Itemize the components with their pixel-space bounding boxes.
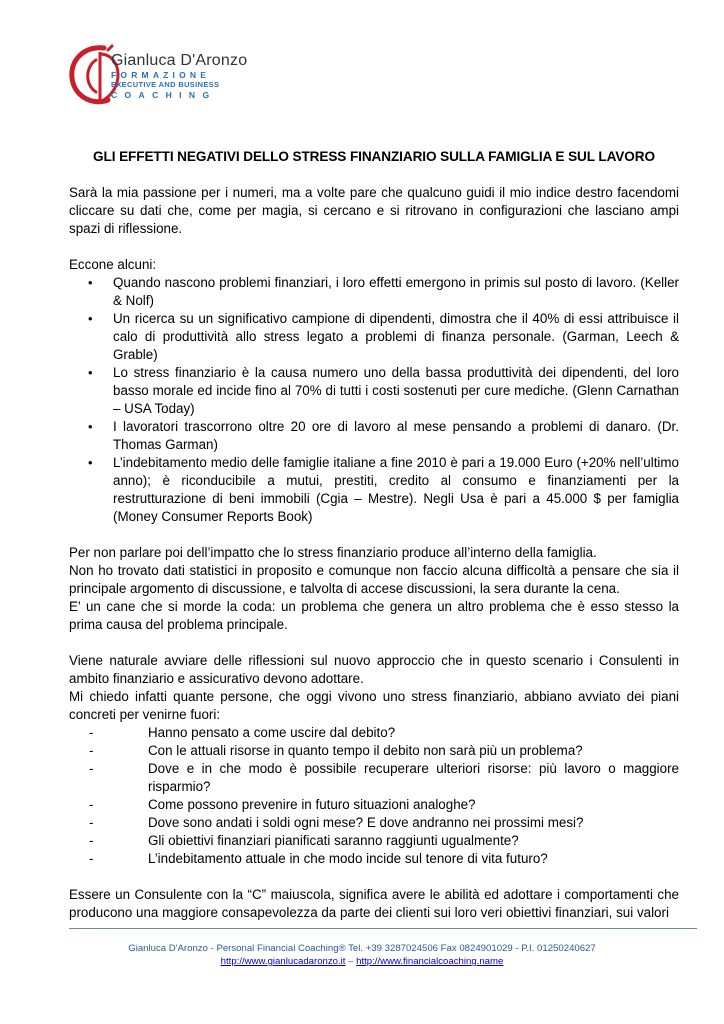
footer-divider bbox=[69, 928, 697, 929]
logo-line-coaching: COACHING bbox=[111, 90, 217, 100]
list-intro: Eccone alcuni: bbox=[69, 257, 157, 272]
dash-icon: - bbox=[89, 833, 94, 848]
website-link-financialcoaching[interactable]: http://www.financialcoaching.name bbox=[356, 956, 504, 967]
dash-icon: - bbox=[89, 761, 94, 776]
document-title: GLI EFFETTI NEGATIVI DELLO STRESS FINANZIARIO SULLA FAMIGLIA E SUL LAVORO bbox=[93, 149, 655, 164]
list-item: - Hanno pensato a come uscire dal debito? bbox=[89, 725, 396, 740]
list-item: - Gli obiettivi finanziari pianificati saranno raggiunti ugualmente? bbox=[89, 833, 519, 848]
list-item: - Con le attuali risorse in quanto tempo il debito non sarà più un problema? bbox=[89, 743, 583, 758]
consultant-paragraph-2: Mi chiedo infatti quante persone, che oggi vivono uno stress finanziario, abbiano avviato dei piani concreti per venirne fuori: bbox=[69, 689, 679, 722]
bullet-icon: • bbox=[88, 455, 93, 470]
dash-icon: - bbox=[89, 851, 94, 866]
family-paragraph-1: Per non parlare poi dell’impatto che lo stress finanziario produce all’interno della famiglia. bbox=[69, 545, 597, 560]
footer-contact: Gianluca D'Aronzo - Personal Financial Coaching® Tel. +39 3287024506 Fax 0824901029 - P.I. 01250240627 bbox=[128, 943, 596, 954]
list-item: • L’indebitamento medio delle famiglie italiane a fine 2010 è pari a 19.000 Euro (+20% nell’ultimo anno); è riconducibile a mutui, prestiti, credito al consumo e finanziamenti per la restrutturazione di beni immobili (Cgia – Mestre). Negli Usa è pari a 45.000 $ per famiglia (Money Consumer Reports Book) bbox=[88, 455, 679, 524]
page-footer bbox=[0, 942, 724, 968]
list-item: • Un ricerca su un significativo campione di dipendenti, dimostra che il 40% di essi attribuisce il calo di produttività allo stress legato a problemi di finanza personale. (Garman, Leech & Grable) bbox=[88, 311, 679, 362]
family-paragraph-2: Non ho trovato dati statistici in proposito e comunque non faccio alcuna difficoltà a pensare che sia il principale argomento di discussione, e talvolta di accese discussioni, la sera durante la cena. bbox=[69, 563, 679, 596]
closing-paragraph: Essere un Consulente con la “C” maiuscola, significa avere le abilità ed adottare i comportamenti che producono una maggiore consapevolezza da parte dei clienti sui loro veri obiettivi finanziari, sui valori bbox=[69, 887, 679, 920]
dash-icon: - bbox=[89, 725, 94, 740]
footer-links bbox=[0, 955, 724, 968]
list-item: • I lavoratori trascorrono oltre 20 ore di lavoro al mese pensando a problemi di danaro. (Dr. Thomas Garman) bbox=[88, 419, 679, 452]
bullet-icon: • bbox=[88, 275, 93, 290]
bullet-icon: • bbox=[88, 419, 93, 434]
logo-line-formazione: FORMAZIONE bbox=[111, 70, 211, 80]
list-item: • Quando nascono problemi finanziari, i loro effetti emergono in primis sul posto di lavoro. (Keller & Nolf) bbox=[88, 275, 679, 308]
list-item: • Lo stress finanziario è la causa numero uno della bassa produttività dei dipendenti, del loro basso morale ed incide fino al 70% di tutti i costi sostenuti per cure mediche. (Glenn Carnathan – USA Today) bbox=[88, 365, 679, 416]
bullet-icon: • bbox=[88, 311, 93, 326]
website-link-daronzo[interactable]: http://www.gianlucadaronzo.it bbox=[220, 956, 346, 967]
consultant-paragraph-1: Viene naturale avviare delle riflessioni sul nuovo approccio che in questo scenario i Consulenti in ambito finanziario e assicurativo devono adottare. bbox=[69, 653, 679, 686]
list-item: - Dove sono andati i soldi ogni mese? E dove andranno nei prossimi mesi? bbox=[89, 815, 584, 830]
list-item: - Dove e in che modo è possibile recuperare ulteriori risorse: più lavoro o maggiore risparmio? bbox=[89, 761, 679, 794]
dash-icon: - bbox=[89, 743, 94, 758]
logo-line-executive: EXECUTIVE AND BUSINESS bbox=[111, 80, 220, 89]
list-item: - L’indebitamento attuale in che modo incide sul tenore di vita futuro? bbox=[89, 851, 548, 866]
dash-icon: - bbox=[89, 815, 94, 830]
stats-bullet-list bbox=[69, 274, 679, 526]
footer-separator: – bbox=[345, 956, 357, 967]
questions-list bbox=[69, 724, 679, 868]
dash-icon: - bbox=[89, 797, 94, 812]
intro-paragraph: Sarà la mia passione per i numeri, ma a volte pare che qualcuno guidi il mio indice destro facendomi cliccare su dati che, come per magia, si cercano e si ritrovano in configurazioni che lasciano ampi spazi di riflessione. bbox=[69, 185, 679, 236]
family-paragraph-3: E’ un cane che si morde la coda: un problema che genera un altro problema che è esso stesso la prima causa del problema principale. bbox=[69, 599, 679, 632]
bullet-icon: • bbox=[88, 365, 93, 380]
document-body bbox=[69, 148, 679, 922]
list-item: - Come possono prevenire in futuro situazioni analoghe? bbox=[89, 797, 476, 812]
logo-name: Gianluca D'Aronzo bbox=[111, 52, 248, 69]
